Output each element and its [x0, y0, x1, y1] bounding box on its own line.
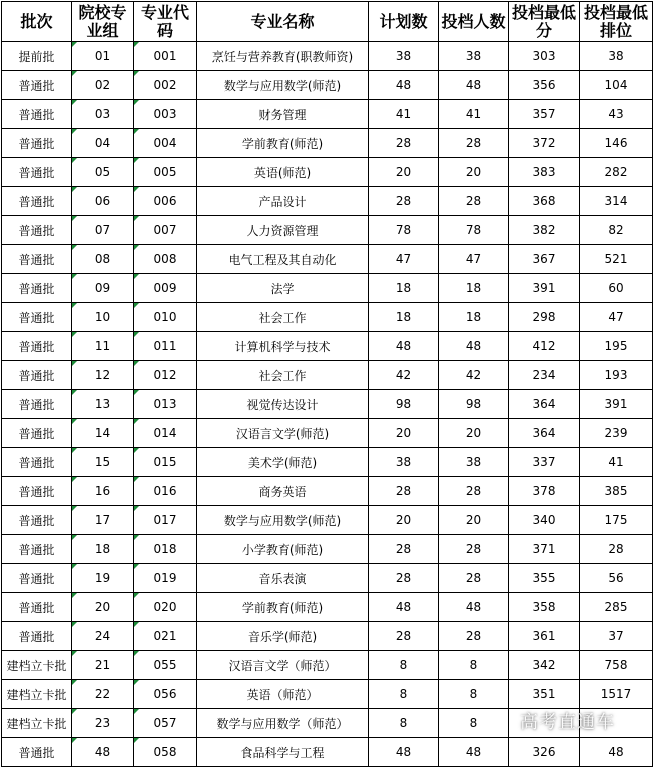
header-batch: 批次	[2, 2, 72, 42]
admitted-count-cell: 48	[439, 71, 509, 100]
min-rank-cell: 314	[580, 187, 653, 216]
major-code-cell: 057	[134, 709, 197, 738]
plan-count-cell: 41	[369, 100, 439, 129]
batch-cell: 普通批	[2, 245, 72, 274]
admitted-count-cell: 28	[439, 564, 509, 593]
group-cell: 20	[72, 593, 134, 622]
header-major-code: 专业代码	[134, 2, 197, 42]
min-rank-cell: 56	[580, 564, 653, 593]
min-score-cell: 340	[509, 506, 580, 535]
table-row	[2, 42, 653, 71]
min-score-cell: 412	[509, 332, 580, 361]
min-score-cell	[509, 709, 580, 738]
major-code-cell: 019	[134, 564, 197, 593]
group-cell: 19	[72, 564, 134, 593]
major-code-cell: 020	[134, 593, 197, 622]
min-rank-cell: 41	[580, 448, 653, 477]
table-row	[2, 738, 653, 767]
min-score-cell: 364	[509, 419, 580, 448]
group-cell: 05	[72, 158, 134, 187]
min-score-cell: 383	[509, 158, 580, 187]
watermark: 高考直通车	[520, 712, 615, 733]
major-name-cell: 英语（师范）	[197, 680, 369, 709]
major-code-cell: 002	[134, 71, 197, 100]
batch-cell: 建档立卡批	[2, 680, 72, 709]
major-code-cell: 001	[134, 42, 197, 71]
admitted-count-cell: 41	[439, 100, 509, 129]
major-name-cell: 食品科学与工程	[197, 738, 369, 767]
min-rank-cell: 28	[580, 535, 653, 564]
admitted-count-cell: 42	[439, 361, 509, 390]
plan-count-cell: 48	[369, 593, 439, 622]
group-cell: 16	[72, 477, 134, 506]
major-name-cell: 商务英语	[197, 477, 369, 506]
major-name-cell: 产品设计	[197, 187, 369, 216]
admitted-count-cell: 48	[439, 738, 509, 767]
plan-count-cell: 48	[369, 738, 439, 767]
batch-cell: 普通批	[2, 332, 72, 361]
admitted-count-cell: 48	[439, 332, 509, 361]
major-name-cell: 视觉传达设计	[197, 390, 369, 419]
plan-count-cell: 28	[369, 622, 439, 651]
batch-cell: 普通批	[2, 448, 72, 477]
header-group: 院校专业组	[72, 2, 134, 42]
min-score-cell: 378	[509, 477, 580, 506]
admitted-count-cell: 20	[439, 158, 509, 187]
table-row	[2, 680, 653, 709]
table-row	[2, 71, 653, 100]
group-cell: 23	[72, 709, 134, 738]
major-code-cell: 008	[134, 245, 197, 274]
min-score-cell: 303	[509, 42, 580, 71]
table-row	[2, 216, 653, 245]
group-cell: 10	[72, 303, 134, 332]
plan-count-cell: 48	[369, 332, 439, 361]
min-rank-cell: 146	[580, 129, 653, 158]
min-rank-cell: 282	[580, 158, 653, 187]
min-rank-cell: 175	[580, 506, 653, 535]
min-score-cell: 351	[509, 680, 580, 709]
min-rank-cell: 43	[580, 100, 653, 129]
min-score-cell: 234	[509, 361, 580, 390]
min-rank-cell: 758	[580, 651, 653, 680]
min-score-cell: 358	[509, 593, 580, 622]
plan-count-cell: 47	[369, 245, 439, 274]
major-name-cell: 音乐学(师范)	[197, 622, 369, 651]
table-row	[2, 506, 653, 535]
admitted-count-cell: 38	[439, 42, 509, 71]
admitted-count-cell: 28	[439, 129, 509, 158]
major-name-cell: 社会工作	[197, 361, 369, 390]
min-rank-cell	[580, 709, 653, 738]
major-name-cell: 财务管理	[197, 100, 369, 129]
min-rank-cell: 391	[580, 390, 653, 419]
table-row	[2, 129, 653, 158]
table-row	[2, 100, 653, 129]
plan-count-cell: 18	[369, 274, 439, 303]
admitted-count-cell: 20	[439, 506, 509, 535]
plan-count-cell: 28	[369, 564, 439, 593]
plan-count-cell: 28	[369, 477, 439, 506]
min-score-cell: 368	[509, 187, 580, 216]
min-rank-cell: 1517	[580, 680, 653, 709]
table-row	[2, 564, 653, 593]
major-name-cell: 人力资源管理	[197, 216, 369, 245]
major-code-cell: 010	[134, 303, 197, 332]
group-cell: 21	[72, 651, 134, 680]
batch-cell: 普通批	[2, 71, 72, 100]
table-header-row	[2, 2, 653, 42]
table-row	[2, 332, 653, 361]
min-score-cell: 391	[509, 274, 580, 303]
major-name-cell: 数学与应用数学(师范)	[197, 71, 369, 100]
plan-count-cell: 48	[369, 71, 439, 100]
min-rank-cell: 193	[580, 361, 653, 390]
min-rank-cell: 195	[580, 332, 653, 361]
header-major-name: 专业名称	[197, 2, 369, 42]
table-row	[2, 448, 653, 477]
min-score-cell: 367	[509, 245, 580, 274]
admitted-count-cell: 8	[439, 680, 509, 709]
major-name-cell: 音乐表演	[197, 564, 369, 593]
min-score-cell: 364	[509, 390, 580, 419]
admitted-count-cell: 18	[439, 274, 509, 303]
plan-count-cell: 20	[369, 419, 439, 448]
major-code-cell: 021	[134, 622, 197, 651]
group-cell: 14	[72, 419, 134, 448]
min-rank-cell: 82	[580, 216, 653, 245]
header-admitted-count: 投档人数	[439, 2, 509, 42]
major-code-cell: 016	[134, 477, 197, 506]
admitted-count-cell: 18	[439, 303, 509, 332]
min-score-cell: 342	[509, 651, 580, 680]
batch-cell: 普通批	[2, 738, 72, 767]
major-code-cell: 007	[134, 216, 197, 245]
major-code-cell: 015	[134, 448, 197, 477]
major-code-cell: 004	[134, 129, 197, 158]
header-min-score: 投档最低分	[509, 2, 580, 42]
table-row	[2, 274, 653, 303]
admitted-count-cell: 38	[439, 448, 509, 477]
admitted-count-cell: 20	[439, 419, 509, 448]
min-rank-cell: 104	[580, 71, 653, 100]
admission-table	[1, 1, 653, 767]
batch-cell: 普通批	[2, 506, 72, 535]
admitted-count-cell: 28	[439, 477, 509, 506]
major-name-cell: 社会工作	[197, 303, 369, 332]
admitted-count-cell: 8	[439, 651, 509, 680]
major-code-cell: 005	[134, 158, 197, 187]
major-code-cell: 055	[134, 651, 197, 680]
major-name-cell: 计算机科学与技术	[197, 332, 369, 361]
plan-count-cell: 8	[369, 709, 439, 738]
admitted-count-cell: 28	[439, 187, 509, 216]
group-cell: 04	[72, 129, 134, 158]
plan-count-cell: 8	[369, 680, 439, 709]
major-name-cell: 数学与应用数学（师范）	[197, 709, 369, 738]
major-name-cell: 学前教育(师范)	[197, 129, 369, 158]
table-row	[2, 593, 653, 622]
group-cell: 15	[72, 448, 134, 477]
group-cell: 13	[72, 390, 134, 419]
group-cell: 03	[72, 100, 134, 129]
batch-cell: 建档立卡批	[2, 651, 72, 680]
min-rank-cell: 47	[580, 303, 653, 332]
group-cell: 01	[72, 42, 134, 71]
admitted-count-cell: 47	[439, 245, 509, 274]
table-row	[2, 390, 653, 419]
major-code-cell: 017	[134, 506, 197, 535]
major-code-cell: 013	[134, 390, 197, 419]
batch-cell: 普通批	[2, 274, 72, 303]
min-score-cell: 356	[509, 71, 580, 100]
table-row	[2, 187, 653, 216]
plan-count-cell: 28	[369, 129, 439, 158]
major-code-cell: 006	[134, 187, 197, 216]
batch-cell: 提前批	[2, 42, 72, 71]
major-code-cell: 014	[134, 419, 197, 448]
major-name-cell: 数学与应用数学(师范)	[197, 506, 369, 535]
min-rank-cell: 48	[580, 738, 653, 767]
plan-count-cell: 98	[369, 390, 439, 419]
min-score-cell: 326	[509, 738, 580, 767]
min-rank-cell: 239	[580, 419, 653, 448]
batch-cell: 普通批	[2, 622, 72, 651]
major-name-cell: 英语(师范)	[197, 158, 369, 187]
batch-cell: 普通批	[2, 216, 72, 245]
header-min-rank: 投档最低排位	[580, 2, 653, 42]
batch-cell: 普通批	[2, 593, 72, 622]
batch-cell: 建档立卡批	[2, 709, 72, 738]
min-rank-cell: 521	[580, 245, 653, 274]
min-score-cell: 298	[509, 303, 580, 332]
admitted-count-cell: 28	[439, 535, 509, 564]
group-cell: 48	[72, 738, 134, 767]
batch-cell: 普通批	[2, 564, 72, 593]
major-name-cell: 烹饪与营养教育(职教师资)	[197, 42, 369, 71]
admitted-count-cell: 98	[439, 390, 509, 419]
table-row	[2, 245, 653, 274]
batch-cell: 普通批	[2, 303, 72, 332]
major-code-cell: 018	[134, 535, 197, 564]
group-cell: 11	[72, 332, 134, 361]
min-score-cell: 361	[509, 622, 580, 651]
plan-count-cell: 20	[369, 506, 439, 535]
group-cell: 07	[72, 216, 134, 245]
admitted-count-cell: 48	[439, 593, 509, 622]
group-cell: 18	[72, 535, 134, 564]
major-name-cell: 电气工程及其自动化	[197, 245, 369, 274]
plan-count-cell: 20	[369, 158, 439, 187]
group-cell: 12	[72, 361, 134, 390]
major-code-cell: 012	[134, 361, 197, 390]
major-name-cell: 学前教育(师范)	[197, 593, 369, 622]
group-cell: 06	[72, 187, 134, 216]
group-cell: 08	[72, 245, 134, 274]
admitted-count-cell: 8	[439, 709, 509, 738]
plan-count-cell: 28	[369, 535, 439, 564]
major-name-cell: 汉语言文学(师范)	[197, 419, 369, 448]
major-code-cell: 058	[134, 738, 197, 767]
major-code-cell: 056	[134, 680, 197, 709]
batch-cell: 普通批	[2, 419, 72, 448]
table-row	[2, 709, 653, 738]
batch-cell: 普通批	[2, 477, 72, 506]
min-score-cell: 355	[509, 564, 580, 593]
table-row	[2, 535, 653, 564]
admitted-count-cell: 78	[439, 216, 509, 245]
plan-count-cell: 18	[369, 303, 439, 332]
table-row	[2, 158, 653, 187]
batch-cell: 普通批	[2, 361, 72, 390]
batch-cell: 普通批	[2, 158, 72, 187]
table-body	[2, 42, 653, 767]
min-score-cell: 371	[509, 535, 580, 564]
admitted-count-cell: 28	[439, 622, 509, 651]
min-rank-cell: 60	[580, 274, 653, 303]
major-name-cell: 汉语言文学（师范）	[197, 651, 369, 680]
plan-count-cell: 78	[369, 216, 439, 245]
plan-count-cell: 42	[369, 361, 439, 390]
min-score-cell: 382	[509, 216, 580, 245]
min-score-cell: 337	[509, 448, 580, 477]
min-rank-cell: 37	[580, 622, 653, 651]
table-row	[2, 361, 653, 390]
batch-cell: 普通批	[2, 187, 72, 216]
table-row	[2, 303, 653, 332]
major-name-cell: 美术学(师范)	[197, 448, 369, 477]
batch-cell: 普通批	[2, 390, 72, 419]
major-code-cell: 009	[134, 274, 197, 303]
major-code-cell: 003	[134, 100, 197, 129]
group-cell: 02	[72, 71, 134, 100]
min-score-cell: 372	[509, 129, 580, 158]
min-rank-cell: 285	[580, 593, 653, 622]
plan-count-cell: 38	[369, 42, 439, 71]
major-code-cell: 011	[134, 332, 197, 361]
batch-cell: 普通批	[2, 535, 72, 564]
header-plan-count: 计划数	[369, 2, 439, 42]
major-name-cell: 小学教育(师范)	[197, 535, 369, 564]
major-name-cell: 法学	[197, 274, 369, 303]
plan-count-cell: 8	[369, 651, 439, 680]
min-score-cell: 357	[509, 100, 580, 129]
plan-count-cell: 28	[369, 187, 439, 216]
min-rank-cell: 385	[580, 477, 653, 506]
table-row	[2, 622, 653, 651]
table-row	[2, 419, 653, 448]
plan-count-cell: 38	[369, 448, 439, 477]
table-row	[2, 477, 653, 506]
batch-cell: 普通批	[2, 100, 72, 129]
group-cell: 24	[72, 622, 134, 651]
group-cell: 22	[72, 680, 134, 709]
group-cell: 09	[72, 274, 134, 303]
min-rank-cell: 38	[580, 42, 653, 71]
table-row	[2, 651, 653, 680]
group-cell: 17	[72, 506, 134, 535]
batch-cell: 普通批	[2, 129, 72, 158]
